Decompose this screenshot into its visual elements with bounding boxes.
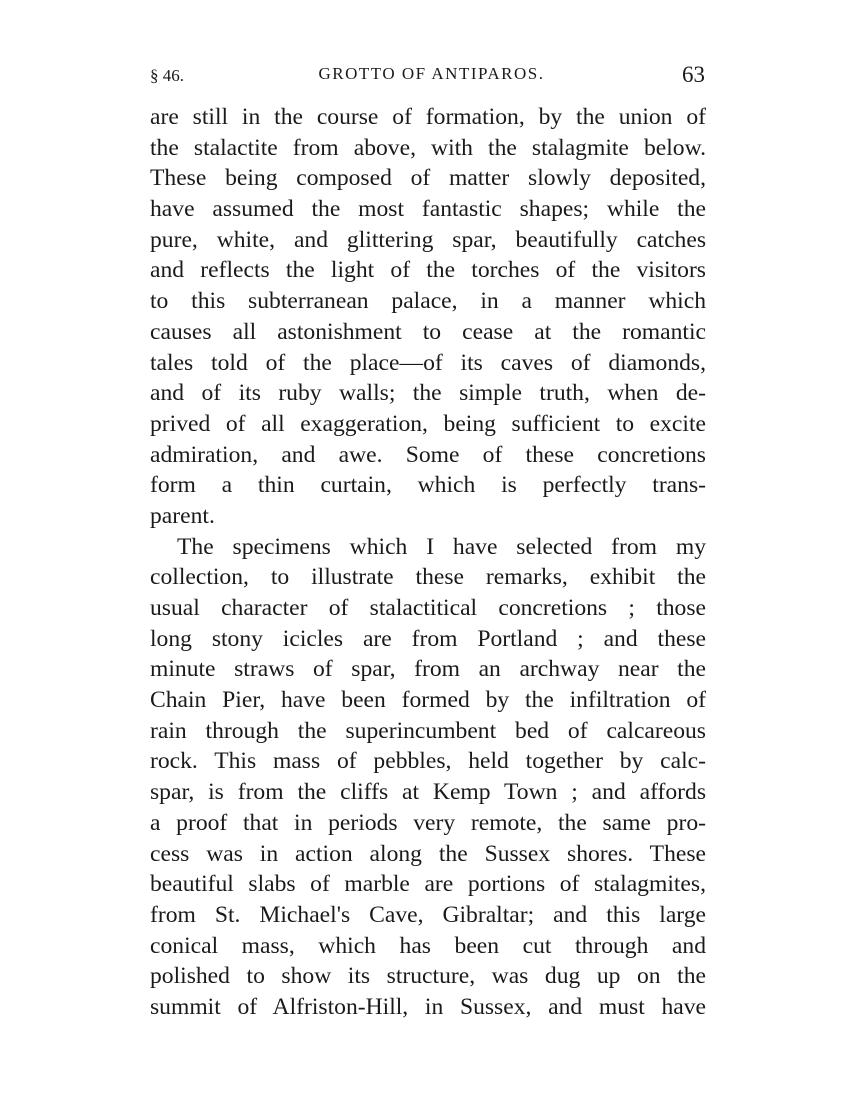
chapter-title: GROTTO OF ANTIPAROS. xyxy=(318,64,545,83)
text-line: The specimens which I have selected from my xyxy=(177,533,706,560)
page-number: 63 xyxy=(682,62,705,87)
section-number: § 46. xyxy=(150,66,184,85)
text-line: pure, white, and glittering spar, beautifully catches xyxy=(150,226,706,253)
text-line: beautiful slabs of marble are portions of stalagmites, xyxy=(150,871,706,898)
running-head xyxy=(150,60,705,90)
text-line: admiration, and awe. Some of these concretions xyxy=(150,441,706,468)
text-line: minute straws of spar, from an archway near the xyxy=(150,656,706,683)
text-line: summit of Alfriston-Hill, in Sussex, and must have xyxy=(150,993,706,1020)
text-line: usual character of stalactitical concretions ; those xyxy=(150,595,706,621)
text-line: spar, is from the cliffs at Kemp Town ; and affords xyxy=(150,779,706,806)
text-line: collection, to illustrate these remarks, exhibit the xyxy=(150,564,706,591)
text-line: Chain Pier, have been formed by the infiltration of xyxy=(150,687,706,714)
text-line: from St. Michael's Cave, Gibraltar; and this large xyxy=(150,901,706,928)
text-line: and of its ruby walls; the simple truth, when de- xyxy=(150,380,706,407)
text-line: have assumed the most fantastic shapes; while the xyxy=(150,196,706,223)
text-line: conical mass, which has been cut through and xyxy=(150,932,706,959)
text-line: are still in the course of formation, by the union of xyxy=(150,104,706,130)
text-line: and reflects the light of the torches of the visitors xyxy=(150,257,706,284)
text-line: a proof that in periods very remote, the same pro- xyxy=(150,809,706,836)
text-line: parent. xyxy=(150,502,215,529)
text-line: tales told of the place—of its caves of diamonds, xyxy=(150,349,706,376)
text-line: polished to show its structure, was dug up on the xyxy=(150,963,706,990)
body-text xyxy=(150,102,706,1023)
text-line: cess was in action along the Sussex shores. These xyxy=(150,840,706,867)
text-line: the stalactite from above, with the stalagmite below. xyxy=(150,134,706,161)
text-line: rock. This mass of pebbles, held together by calc- xyxy=(150,748,706,775)
text-line: causes all astonishment to cease at the romantic xyxy=(150,318,706,345)
text-line: long stony icicles are from Portland ; and these xyxy=(150,625,706,652)
text-line: prived of all exaggeration, being sufficient to excite xyxy=(150,410,706,437)
text-line: rain through the superincumbent bed of calcareous xyxy=(150,717,706,744)
text-line: to this subterranean palace, in a manner which xyxy=(150,288,706,315)
text-line: These being composed of matter slowly deposited, xyxy=(150,165,706,192)
text-line: form a thin curtain, which is perfectly trans- xyxy=(150,472,706,499)
